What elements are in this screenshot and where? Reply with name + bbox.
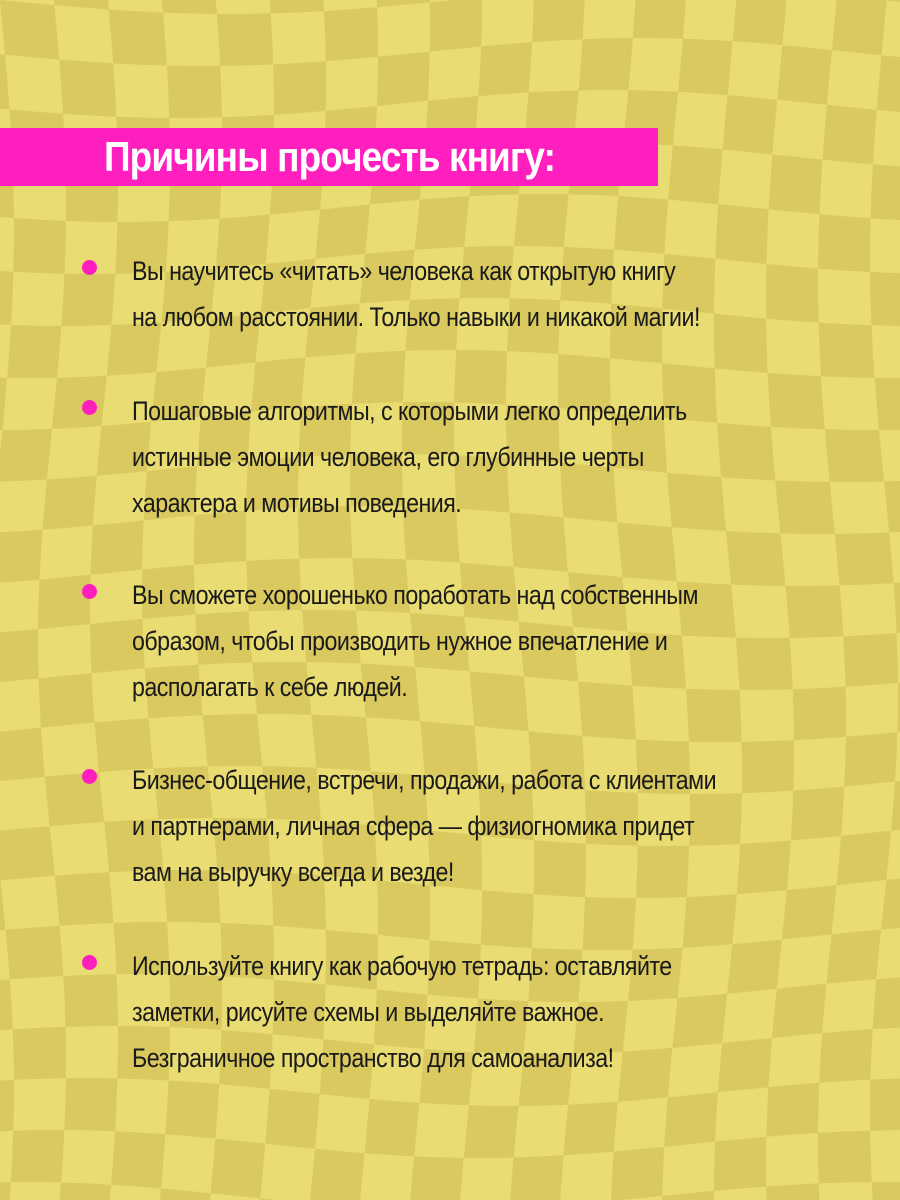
checker-tile bbox=[0, 1080, 14, 1133]
checker-tile bbox=[63, 974, 118, 1027]
checker-tile bbox=[217, 13, 273, 66]
checker-tile bbox=[478, 42, 532, 96]
checker-tile bbox=[111, 1131, 165, 1188]
checker-tile bbox=[714, 1137, 766, 1191]
checker-tile bbox=[310, 1149, 365, 1200]
checker-tile bbox=[0, 1182, 11, 1200]
checker-tile bbox=[872, 1182, 900, 1200]
checker-tile bbox=[664, 1092, 718, 1146]
checker-tile bbox=[668, 145, 723, 204]
bullet-dot-icon bbox=[82, 584, 97, 599]
reason-text: Вы сможете хорошенько поработать над собственным образом, чтобы производить нужное впечатление и располагать к себе людей. bbox=[132, 580, 698, 702]
checker-tile bbox=[823, 105, 877, 165]
checker-tile bbox=[611, 1147, 664, 1200]
checker-tile bbox=[324, 7, 378, 61]
checker-tile bbox=[683, 894, 737, 948]
checker-tile bbox=[678, 39, 733, 95]
checker-tile bbox=[835, 533, 894, 586]
checker-tile bbox=[0, 268, 13, 325]
checker-tile bbox=[579, 38, 633, 90]
checker-tile bbox=[0, 530, 42, 584]
checker-tile bbox=[875, 378, 900, 430]
checker-tile bbox=[777, 45, 832, 105]
checker-tile bbox=[430, 0, 482, 52]
checker-tile bbox=[510, 1155, 564, 1200]
checker-tile bbox=[614, 196, 668, 254]
checker-tile bbox=[832, 0, 887, 55]
checker-tile bbox=[365, 1099, 420, 1157]
bullet-dot-icon bbox=[82, 260, 97, 275]
checker-tile bbox=[0, 826, 55, 880]
checker-tile bbox=[837, 831, 892, 885]
checker-tile bbox=[61, 274, 115, 326]
checker-tile bbox=[870, 272, 900, 326]
checker-tile bbox=[11, 1130, 65, 1183]
checker-tile bbox=[211, 1139, 266, 1199]
checker-tile bbox=[415, 196, 470, 250]
checker-tile bbox=[267, 0, 324, 13]
checker-tile bbox=[844, 732, 897, 786]
checker-tile bbox=[0, 629, 39, 683]
checker-tile bbox=[769, 154, 823, 214]
bullet-dot-icon bbox=[82, 955, 97, 970]
checker-tile bbox=[723, 95, 778, 154]
page-title: Причины прочесть книгу: bbox=[104, 133, 555, 180]
reason-text: Используйте книгу как рабочую тетрадь: оставляйте заметки, рисуйте схемы и выделяйте важное. Безграничное пространство для самоанализа! bbox=[132, 951, 672, 1073]
bullet-dot-icon bbox=[82, 769, 97, 784]
checker-tile bbox=[64, 1078, 117, 1131]
checker-tile bbox=[766, 1083, 819, 1137]
checker-tile bbox=[818, 1131, 872, 1184]
checker-tile bbox=[13, 1027, 66, 1080]
checker-tile bbox=[514, 194, 569, 247]
checker-tile bbox=[7, 325, 61, 378]
checker-tile bbox=[843, 633, 898, 687]
checker-tile bbox=[0, 429, 52, 482]
checker-tile bbox=[91, 520, 144, 574]
checker-tile bbox=[377, 52, 430, 106]
checker-tile bbox=[871, 164, 900, 221]
checker-tile bbox=[6, 926, 64, 980]
checker-tile bbox=[273, 61, 326, 115]
checker-tile bbox=[52, 376, 107, 429]
reason-text: Пошаговые алгоритмы, с которыми легко определить истинные эмоции человека, его глубинные черты характера и мотивы поведения. bbox=[132, 396, 687, 518]
checker-tile bbox=[265, 1089, 319, 1149]
title-banner bbox=[0, 128, 658, 186]
checker-tile bbox=[532, 0, 585, 42]
checker-tile bbox=[481, 890, 534, 948]
checker-tile bbox=[13, 218, 66, 274]
checker-tile bbox=[109, 10, 167, 66]
checker-tile bbox=[564, 1102, 618, 1156]
checker-tile bbox=[165, 1081, 219, 1139]
checker-tile bbox=[59, 60, 116, 117]
reason-text: Вы научитесь «читать» человека как открытую книгу на любом расстоянии. Только навыки и никакой магии! bbox=[132, 256, 700, 332]
checker-tile bbox=[464, 1105, 519, 1158]
checker-tile bbox=[633, 0, 687, 39]
checker-tile bbox=[43, 476, 97, 530]
checker-tile bbox=[873, 976, 900, 1029]
checker-tile bbox=[167, 66, 222, 119]
checker-tile bbox=[39, 673, 95, 727]
checker-tile bbox=[158, 0, 217, 14]
checker-tile bbox=[409, 1156, 464, 1200]
checker-tile bbox=[870, 1078, 900, 1131]
checker-tile bbox=[57, 1183, 112, 1200]
checker-tile bbox=[55, 872, 114, 926]
bullet-dot-icon bbox=[82, 400, 97, 415]
checker-tile bbox=[38, 575, 91, 629]
checker-tile bbox=[0, 0, 59, 60]
reason-text: Бизнес-общение, встречи, продажи, работа с клиентами и партнерами, личная сфера — физиогномика придет вам на выручку всегда и везде! bbox=[132, 765, 717, 887]
checker-tile bbox=[733, 0, 788, 45]
checker-tile bbox=[0, 728, 45, 782]
